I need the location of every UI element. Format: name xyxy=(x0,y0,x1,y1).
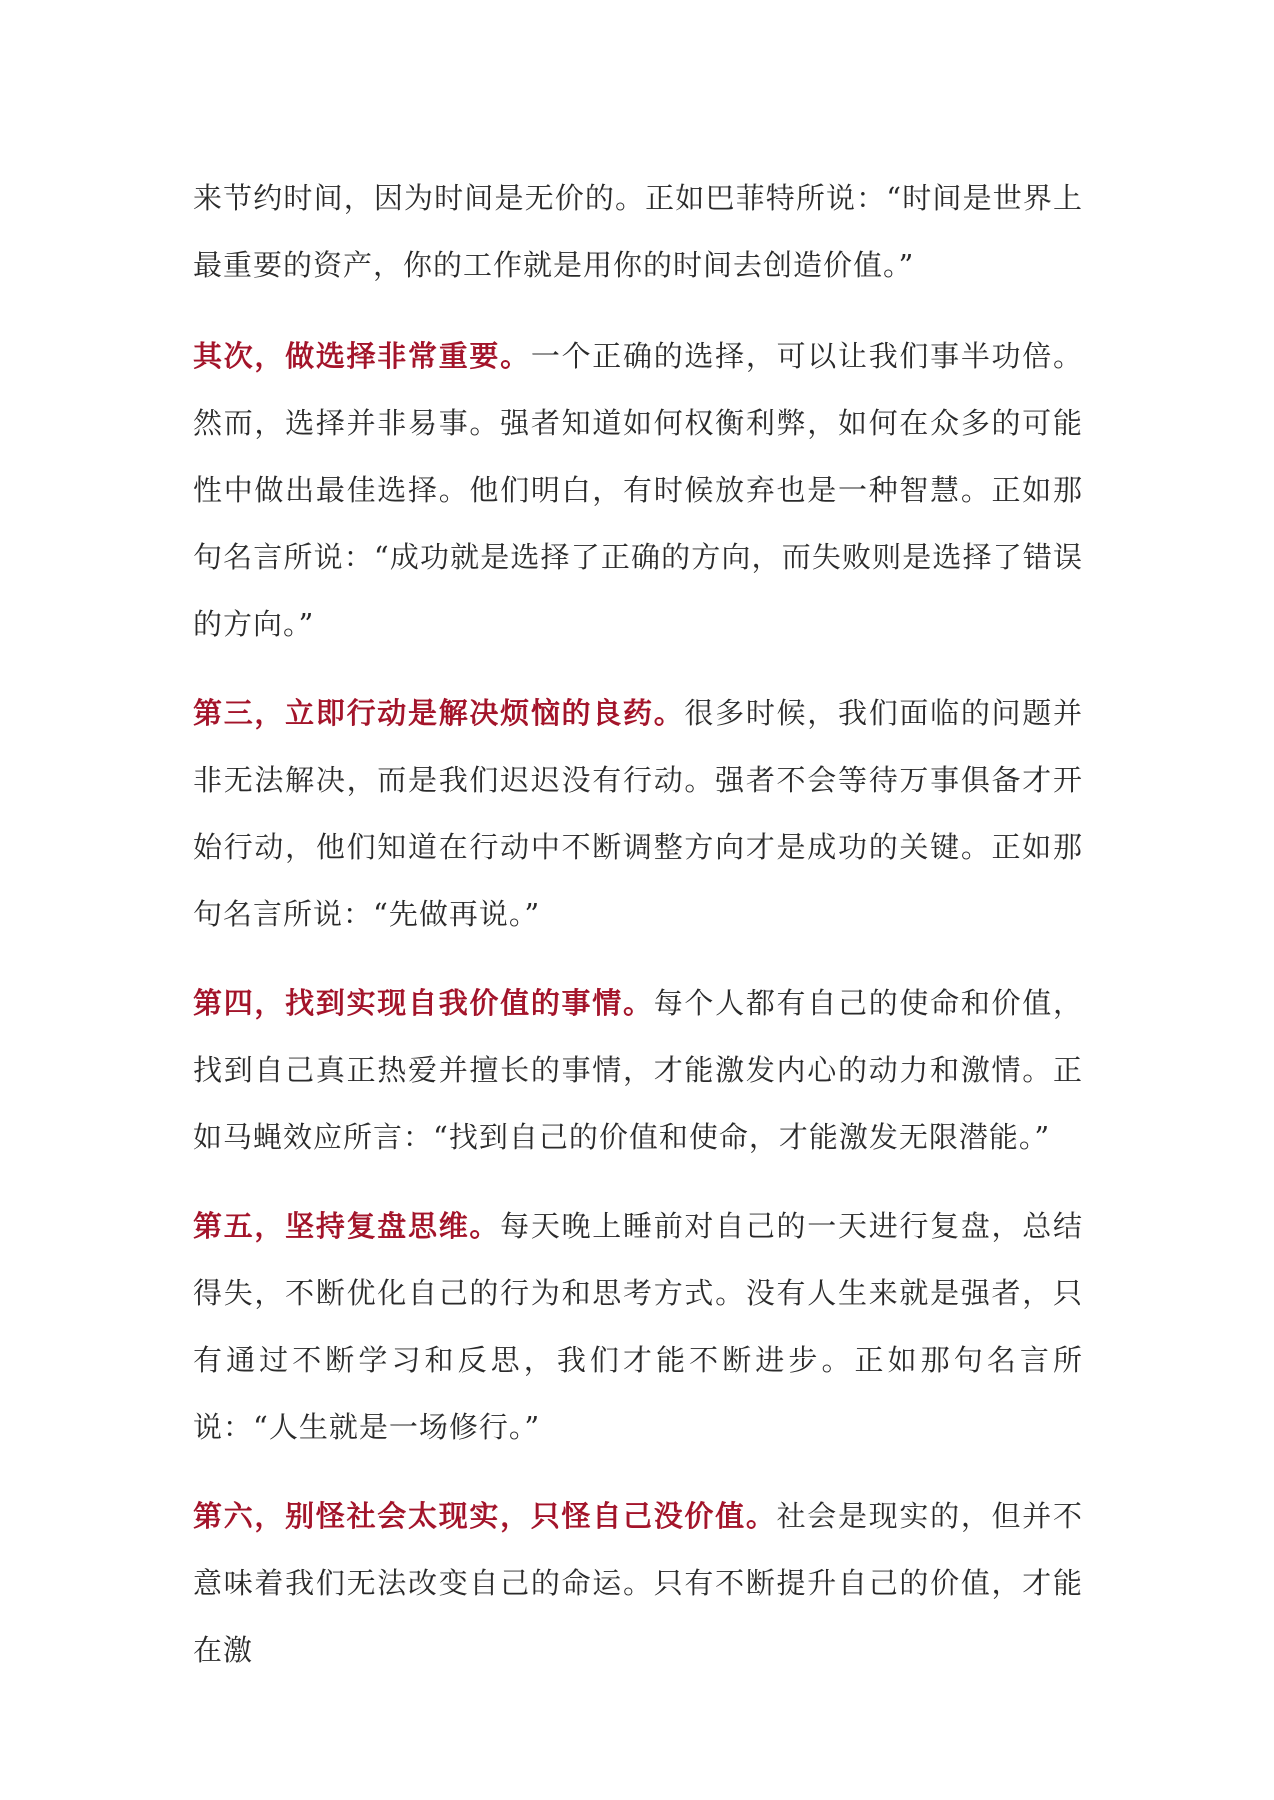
paragraph-second-point xyxy=(193,323,1083,658)
paragraph-heading: 其次，做选择非常重要。 xyxy=(193,339,531,373)
paragraph-heading: 第五，坚持复盘思维。 xyxy=(193,1209,501,1243)
paragraph-heading: 第六，别怪社会太现实，只怪自己没价值。 xyxy=(193,1499,777,1533)
paragraph-sixth-point xyxy=(193,1483,1083,1684)
paragraph-fourth-point xyxy=(193,970,1083,1171)
paragraph-text: 每个人都有自己的使命和价值，找到自己真正热爱并擅长的事情，才能激发内心的动力和激情。正如马蝇效应所言：“找到自己的价值和使命，才能激发无限潜能。” xyxy=(193,986,1083,1154)
paragraph-fifth-point xyxy=(193,1193,1083,1461)
paragraph-heading: 第四，找到实现自我价值的事情。 xyxy=(193,986,654,1020)
paragraph-third-point xyxy=(193,680,1083,948)
paragraph-intro-continuation xyxy=(193,165,1083,299)
paragraph-text: 一个正确的选择，可以让我们事半功倍。然而，选择并非易事。强者知道如何权衡利弊，如何在众多的可能性中做出最佳选择。他们明白，有时候放弃也是一种智慧。正如那句名言所说：“成功就是选择了正确的方向，而失败则是选择了错误的方向。” xyxy=(193,339,1083,641)
paragraph-text: 每天晚上睡前对自己的一天进行复盘，总结得失，不断优化自己的行为和思考方式。没有人生来就是强者，只有通过不断学习和反思，我们才能不断进步。正如那句名言所说：“人生就是一场修行。” xyxy=(193,1209,1083,1444)
paragraph-text: 来节约时间，因为时间是无价的。正如巴菲特所说：“时间是世界上最重要的资产，你的工作就是用你的时间去创造价值。” xyxy=(193,181,1083,282)
paragraph-text: 社会是现实的，但并不意味着我们无法改变自己的命运。只有不断提升自己的价值，才能在激 xyxy=(193,1499,1083,1667)
paragraph-text: 很多时候，我们面临的问题并非无法解决，而是我们迟迟没有行动。强者不会等待万事俱备才开始行动，他们知道在行动中不断调整方向才是成功的关键。正如那句名言所说：“先做再说。” xyxy=(193,696,1083,931)
article-body xyxy=(193,165,1083,1706)
paragraph-heading: 第三，立即行动是解决烦恼的良药。 xyxy=(193,696,685,730)
